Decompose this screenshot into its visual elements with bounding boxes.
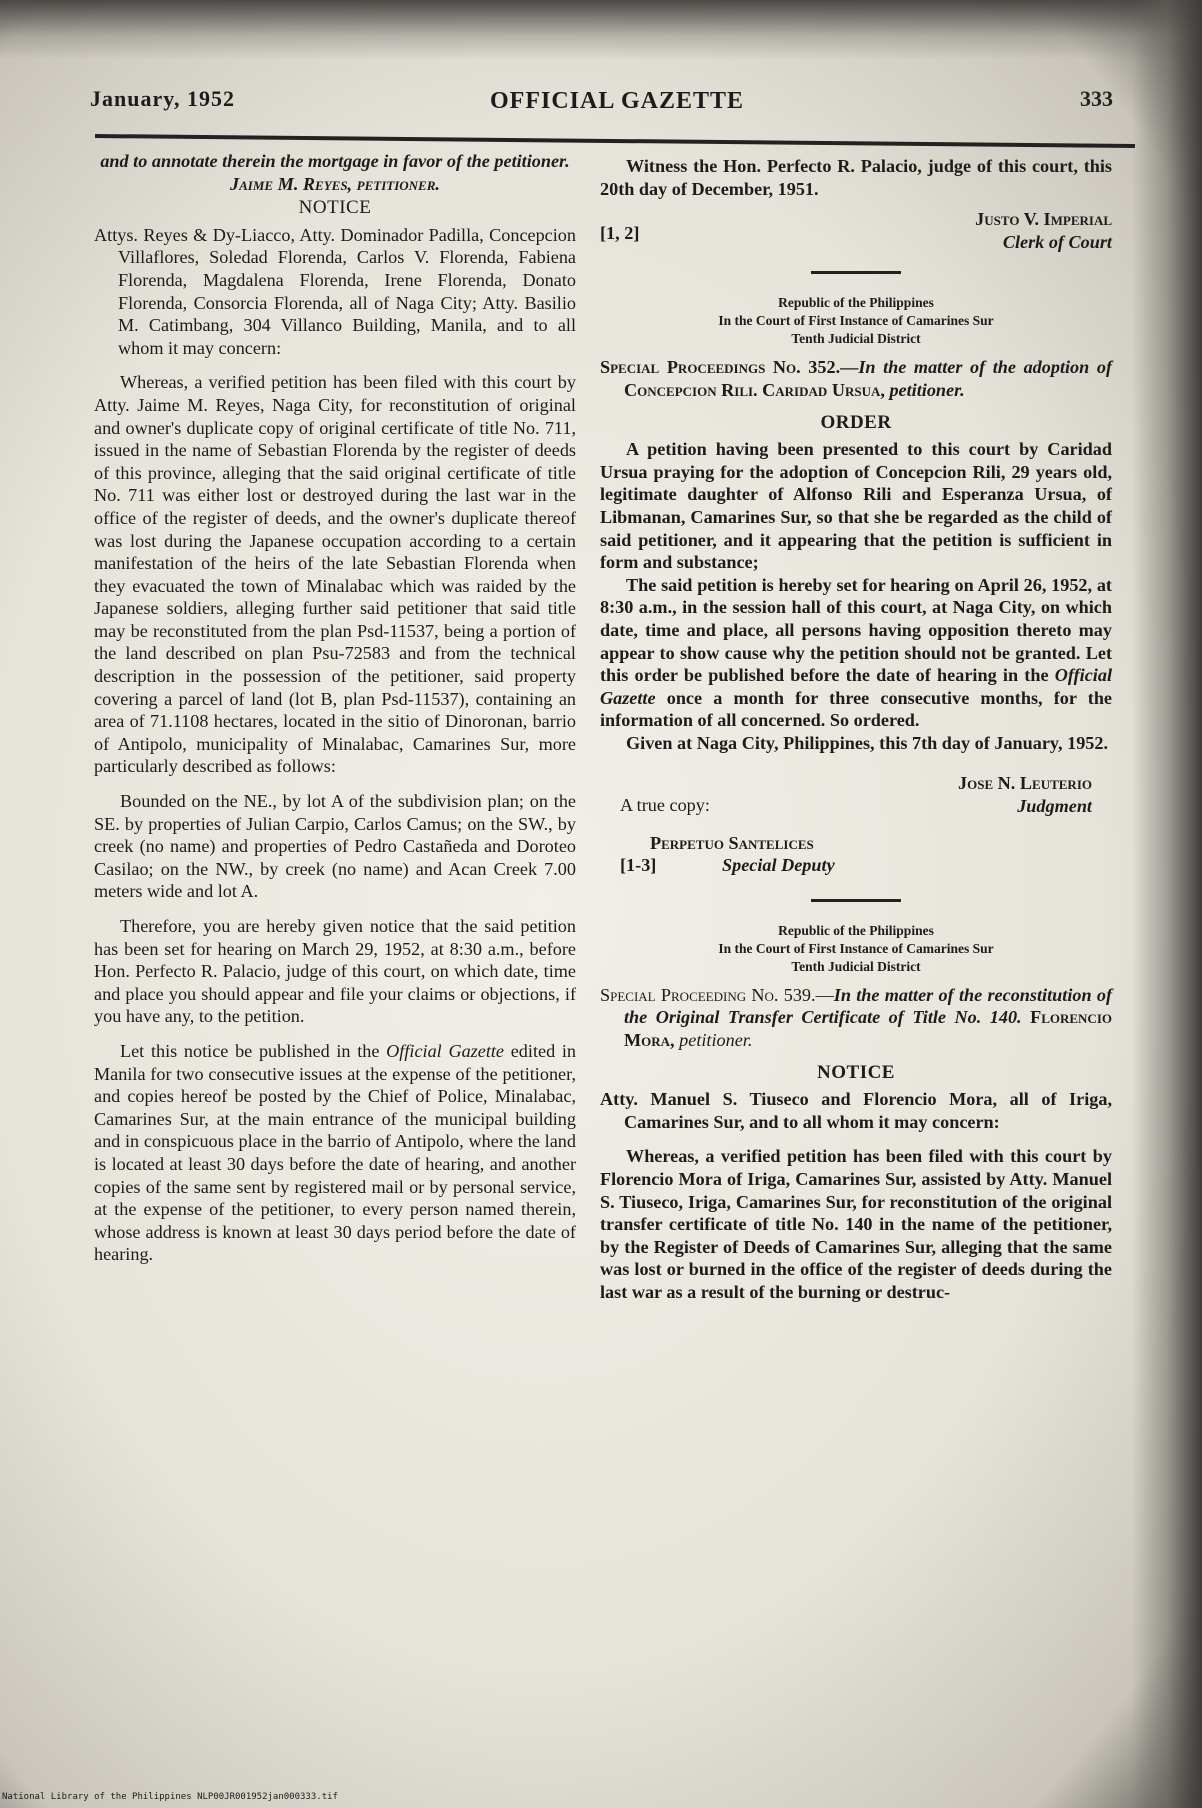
case1-petitioner: petitioner. bbox=[889, 379, 965, 400]
case2-matter: In the matter of the reconstitution of the Original Transfer Certificate of Title No. 140. bbox=[624, 984, 1113, 1028]
notice-paragraph-2: Bounded on the NE., by lot A of the subdivision plan; on the SE. by properties of Julian Carpio, Carlos Camus; on the SW., by creek (no name) and properties of Pedro Castañeda and Doroteo Casilao; on the NW., by creek (no name) and Acan Creek 7.00 meters wide and lot A. bbox=[94, 791, 576, 902]
case-2-title bbox=[600, 984, 1112, 1052]
case1-label: Special Proceedings No. 352.— bbox=[600, 357, 859, 378]
court2-district: Tenth Judicial District bbox=[791, 958, 921, 974]
order-p2-rest: once a month for three consecutive months, for the information of all concerned. So ordered. bbox=[600, 687, 1113, 731]
para4-rest: edited in Manila for two consecutive issues at the expense of the petitioner, and copies hereof be posted by the Chief of Police, Minalabac, Camarines Sur, at the main entrance of the municipal building and in conspicuous place in the barrio of Antipolo, where the land is located at least 30 days before the date of hearing, and another copies of the same sent by registered mail or by personal service, at the expense of the petitioner, to every person named therein, whose address is known at least 30 days period before the date of hearing. bbox=[94, 1040, 577, 1265]
true-copy: A true copy: bbox=[620, 795, 710, 816]
notice-paragraph-4 bbox=[94, 1040, 576, 1266]
deputy-name: Perpetuo Santelices bbox=[650, 832, 814, 853]
para4-start: Let this notice be published in the bbox=[120, 1040, 380, 1061]
divider-2 bbox=[811, 899, 901, 902]
judge-signature bbox=[958, 772, 1112, 817]
judge-signature-block bbox=[600, 772, 1112, 817]
notice-addressees: Attys. Reyes & Dy-Liacco, Atty. Dominador Padilla, Concepcion Villaflores, Soledad Florenda, Carlos V. Florenda, Fabiena Florenda, Magdalena Florenda, Irene Florenda, Donato Florenda, Consorcia Florenda, all of Naga City; Atty. Basilio M. Catimbang, 304 Villanco Building, Manila, and to all whom it may concern: bbox=[94, 224, 576, 358]
para4-gazette: Official Gazette bbox=[386, 1040, 505, 1061]
header-title: OFFICIAL GAZETTE bbox=[490, 88, 745, 114]
court2-republic: Republic of the Philippines bbox=[778, 922, 934, 938]
witness-line: Witness the Hon. Perfecto R. Palacio, judge of this court, this 20th day of December, 1951. bbox=[600, 156, 1112, 199]
case1-matter: In the matter of the adoption of bbox=[858, 357, 1113, 378]
order-paragraph-1: A petition having been presented to this court by Caridad Ursua praying for the adoption of Concepcion Rili, 29 years old, legitimate daughter of Alfonso Rili and Esperanza Ursua, of Libmanan, Camarines Sur, so that she be regarded as the child of said petitioner, and it appearing that the petition is sufficient in form and substance; bbox=[600, 439, 1112, 573]
court1-court: In the Court of First Instance of Camarines Sur bbox=[718, 313, 994, 329]
notice-paragraph-3: Therefore, you are hereby given notice that the said petition has been set for hearing on March 29, 1952, at 8:30 a.m., before Hon. Perfecto R. Palacio, judge of this court, on which date, time and place you should appear and file your claims or objections, if you have any, to the petition. bbox=[94, 916, 576, 1027]
deputy-row bbox=[600, 854, 1112, 877]
order-heading: ORDER bbox=[820, 411, 892, 433]
intro-signer: Jaime M. Reyes, petitioner. bbox=[230, 173, 440, 194]
left-column bbox=[94, 150, 576, 1266]
case2-name: Florencio Mora, bbox=[624, 1007, 1112, 1051]
notice-paragraph-1: Whereas, a verified petition has been filed with this court by Atty. Jaime M. Reyes, Naga City, for reconstitution of original and owner's duplicate copy of original certificate of title No. 711, issued in the name of Sebastian Florenda by the register of deeds of this province, alleging that the said original certificate of title No. 711 was either lost or destroyed during the last war in the office of the register of deeds, and the owner's duplicate thereof was lost during the Japanese occupation according to a certain manifestation of the heirs of the late Sebastian Florenda when they evacuated the town of Minalabac which was raided by the Japanese soldiers, alleging further said petitioner that said title may be reconstituted from the plan Psd-11537, being a portion of the land described on plan Psu-72583 and from the technical description in the possession of the petitioner, said property covering a parcel of land (lot B, plan Psd-11537), containing an area of 71.1108 hectares, located in the sitio of Dinoronan, barrio of Antipolo, municipality of Minalabac, Camarines Sur, more particularly described as follows: bbox=[94, 372, 576, 777]
clerk-signature bbox=[975, 208, 1112, 253]
reference-1: [1, 2] bbox=[600, 223, 640, 244]
judge-name: Jose N. Leuterio bbox=[958, 773, 1092, 794]
order-paragraph-3: Given at Naga City, Philippines, this 7th day of January, 1952. bbox=[626, 732, 1109, 753]
right-column bbox=[600, 155, 1112, 1304]
court-heading-1 bbox=[600, 294, 1112, 348]
intro-italic: and to annotate therein the mortgage in favor of the petitioner. bbox=[100, 151, 570, 171]
court2-court: In the Court of First Instance of Camarines Sur bbox=[718, 940, 994, 956]
case-1-title bbox=[600, 356, 1112, 401]
court-heading-2 bbox=[600, 922, 1112, 976]
court1-republic: Republic of the Philippines bbox=[778, 295, 934, 311]
scan-shadow-top bbox=[0, 0, 1202, 60]
court1-district: Tenth Judicial District bbox=[791, 331, 921, 347]
order-p2-start: The said petition is hereby set for hearing on April 26, 1952, at 8:30 a.m., in the session hall of this court, at Naga City, on which date, time and place, all persons having opposition thereto may appear to show cause why the petition should not be granted. Let this order be published before the date of hearing in the bbox=[600, 574, 1112, 686]
clerk-title: Clerk of Court bbox=[1002, 231, 1112, 252]
divider-1 bbox=[811, 271, 901, 274]
notice-2-heading: NOTICE bbox=[817, 1061, 895, 1083]
header-date: January, 1952 bbox=[90, 86, 236, 111]
judge-title: Judgment bbox=[1017, 796, 1092, 817]
order-p2-gazette: Official Gazette bbox=[600, 665, 1112, 708]
signature-block-1 bbox=[600, 208, 1112, 253]
scan-shadow-right bbox=[1132, 0, 1202, 1808]
case2-petitioner: petitioner. bbox=[679, 1030, 753, 1051]
deputy-title: Special Deputy bbox=[722, 855, 835, 876]
order-paragraph-2 bbox=[600, 574, 1112, 732]
notice-heading: NOTICE bbox=[298, 197, 372, 219]
case2-label: Special Proceeding No. 539.— bbox=[600, 984, 834, 1005]
clerk-name: Justo V. Imperial bbox=[975, 209, 1112, 230]
notice-2-paragraph-1: Whereas, a verified petition has been filed with this court by Florencio Mora of Iriga, Camarines Sur, assisted by Atty. Manuel S. Tiuseco, Iriga, Camarines Sur, for reconstitution of the original transfer certificate of title No. 140 in the name of the petitioner, by the Register of Deeds of Camarines Sur, alleging that the same was lost or burned in the office of the register of deeds during the last war as a result of the burning or destruc- bbox=[600, 1146, 1112, 1302]
header-rule bbox=[95, 134, 1135, 148]
case1-names: Concepcion Rili. Caridad Ursua, bbox=[624, 379, 885, 400]
header-page-number: 333 bbox=[1080, 86, 1113, 111]
page-header bbox=[90, 86, 1130, 130]
scan-footer: National Library of the Philippines NLP00JR001952jan000333.tif bbox=[2, 1792, 338, 1802]
notice-2-addressees: Atty. Manuel S. Tiuseco and Florencio Mora, all of Iriga, Camarines Sur, and to all whom it may concern: bbox=[600, 1089, 1112, 1132]
intro-line bbox=[94, 150, 576, 195]
reference-2: [1-3] bbox=[620, 855, 657, 876]
